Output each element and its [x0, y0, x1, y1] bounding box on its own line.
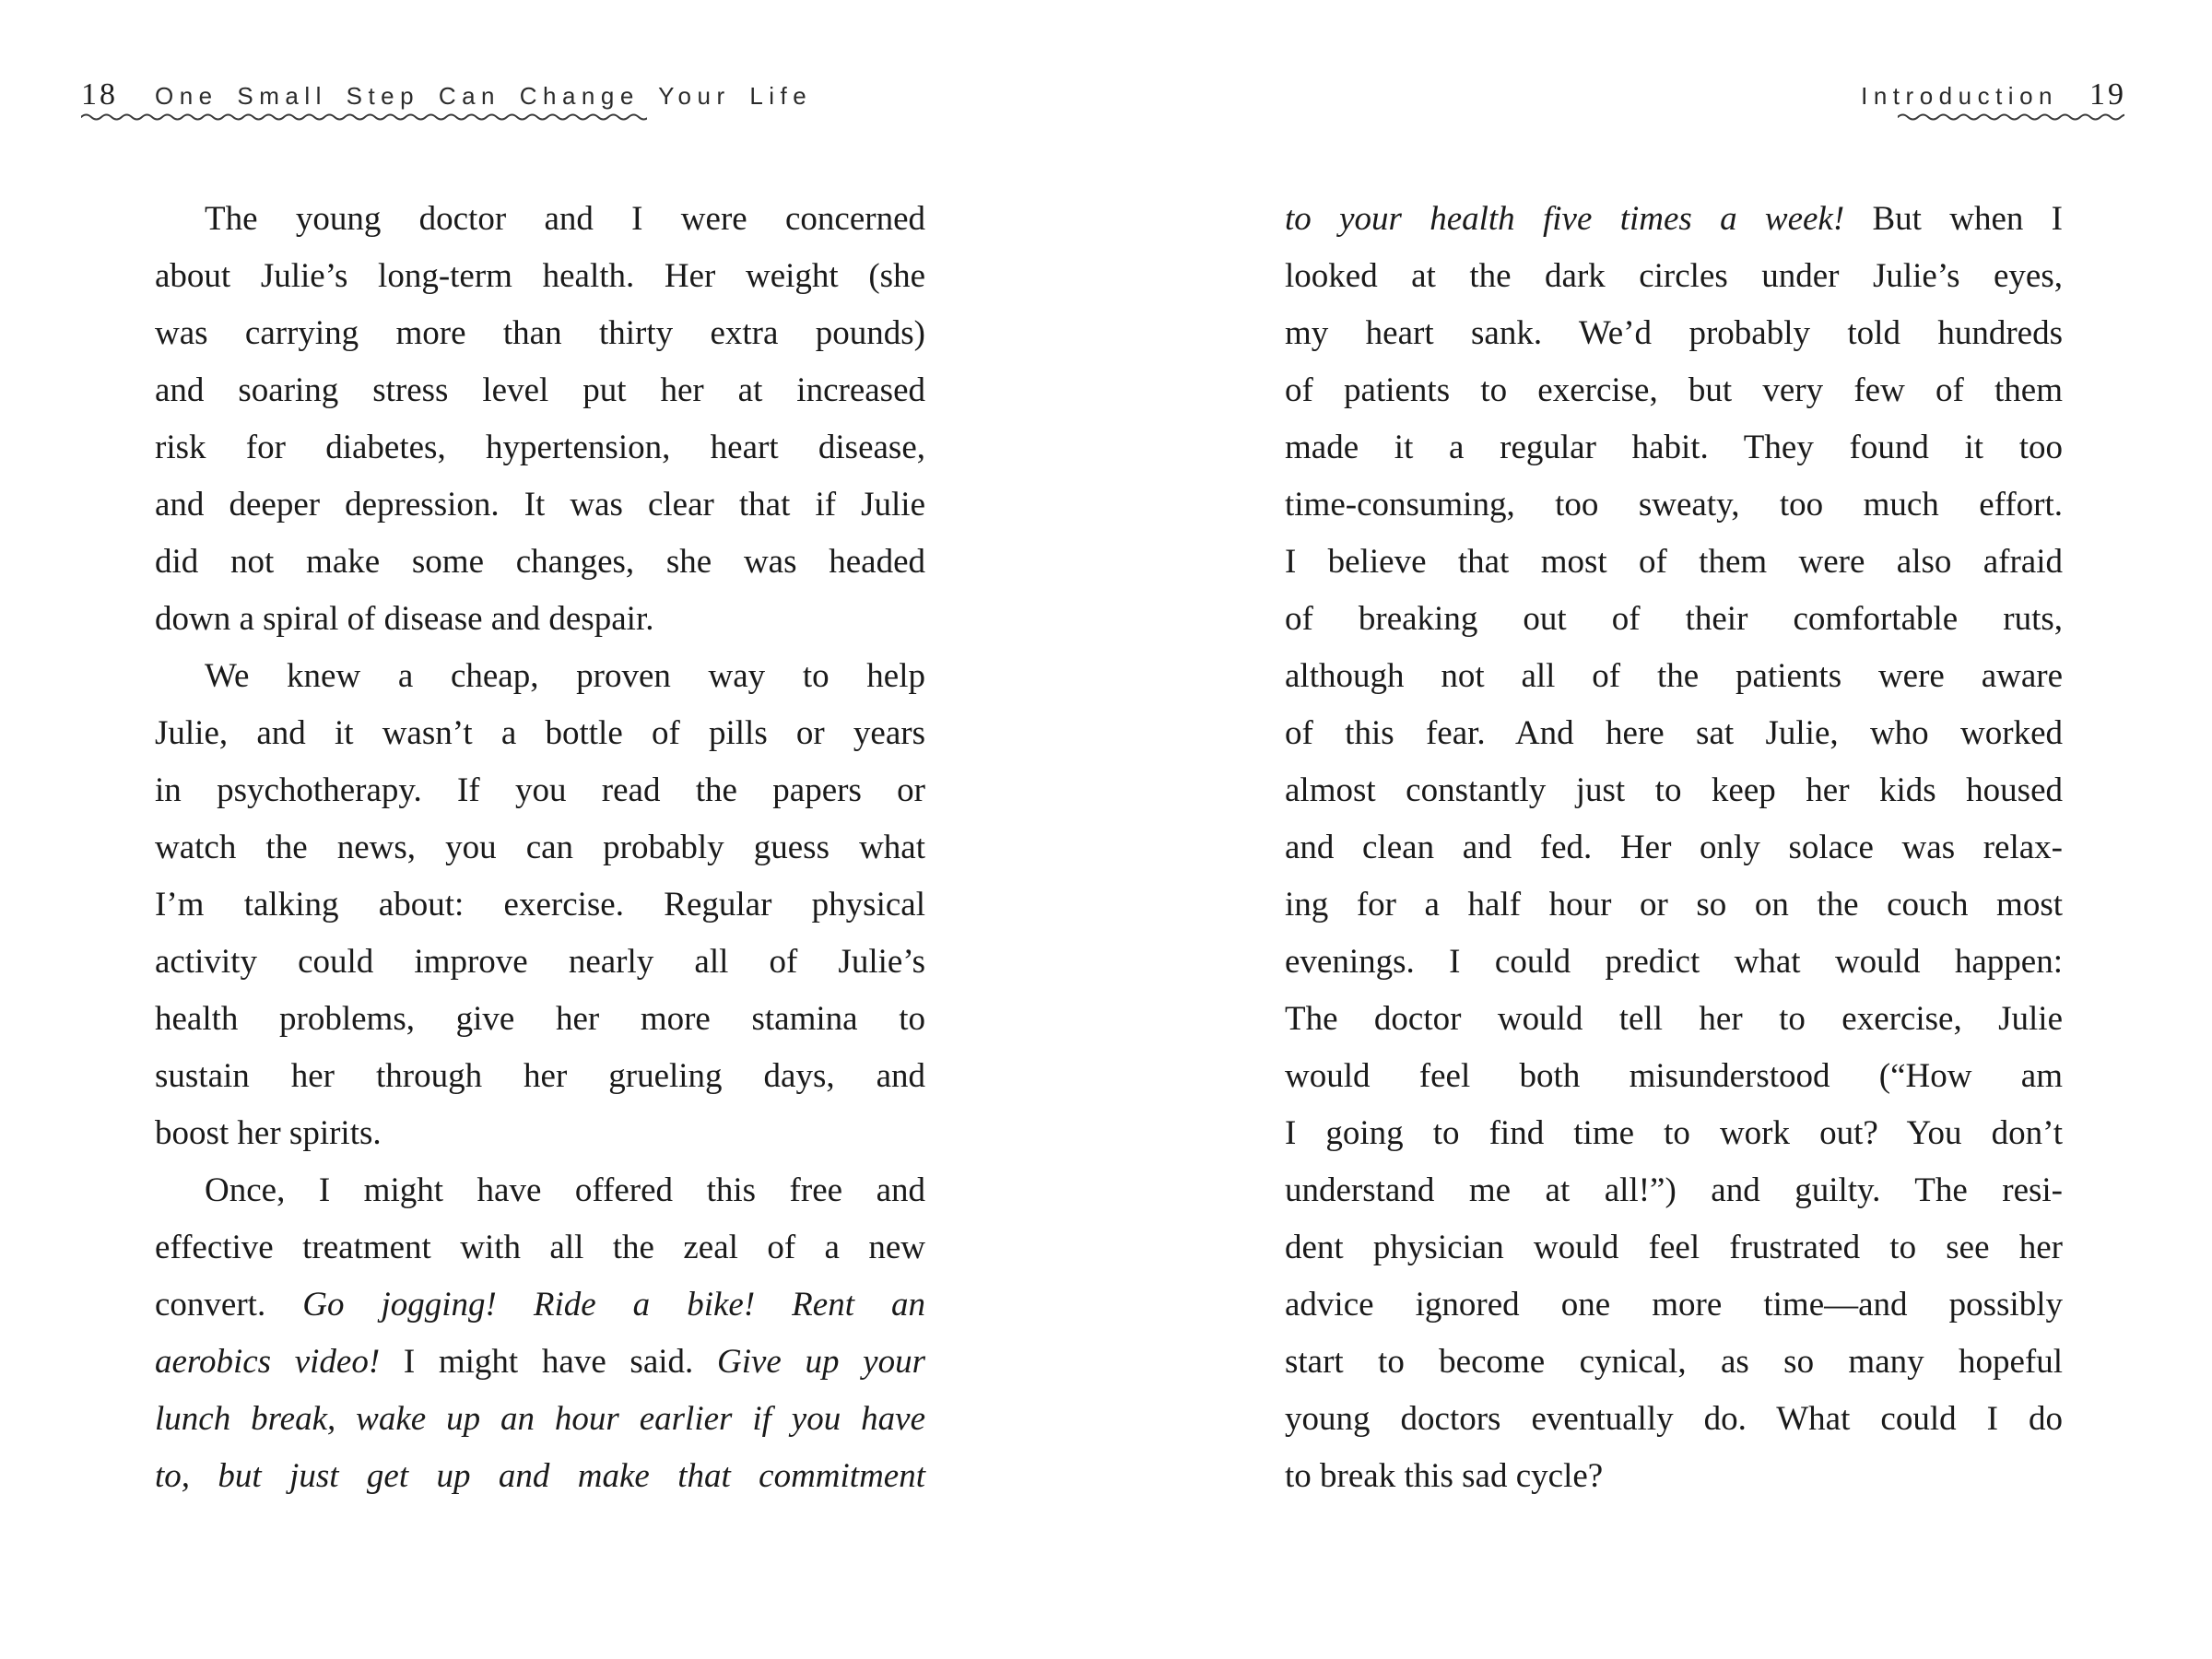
running-title-left: One Small Step Can Change Your Life — [155, 82, 813, 110]
text-line — [155, 1048, 925, 1105]
text-segment: to break this sad cycle? — [1285, 1457, 1604, 1495]
running-header-left — [81, 77, 812, 112]
text-line — [1285, 248, 2063, 305]
text-segment: of breaking out of their comfortable ruts, — [1285, 600, 2063, 638]
text-segment: I believe that most of them were also afraid — [1285, 543, 2063, 581]
text-segment: looked at the dark circles under Julie’s eyes, — [1285, 257, 2063, 295]
text-line — [155, 1162, 925, 1219]
text-segment-italic: to, but just get up and make that commitment — [155, 1457, 925, 1495]
text-segment: I might have said. — [380, 1343, 717, 1381]
text-segment: ing for a half hour or so on the couch most — [1285, 886, 2063, 924]
text-segment: almost constantly just to keep her kids housed — [1285, 771, 2063, 809]
text-segment: made it a regular habit. They found it too — [1285, 429, 2063, 466]
text-line — [1285, 191, 2063, 248]
text-segment: dent physician would feel frustrated to see her — [1285, 1229, 2063, 1266]
text-line — [1285, 1391, 2063, 1448]
text-line — [1285, 1048, 2063, 1105]
text-segment: advice ignored one more time—and possibly — [1285, 1286, 2063, 1324]
text-line — [1285, 705, 2063, 762]
text-segment: young doctors eventually do. What could I do — [1285, 1400, 2063, 1438]
text-segment: sustain her through her grueling days, and — [155, 1057, 925, 1095]
text-line — [1285, 877, 2063, 934]
text-line — [155, 248, 925, 305]
text-segment: down a spiral of disease and despair. — [155, 600, 654, 638]
text-line — [155, 591, 925, 648]
page-number-right: 19 — [2089, 77, 2126, 112]
text-segment: about Julie’s long-term health. Her weight (she — [155, 257, 925, 295]
page-number-left: 18 — [81, 77, 118, 112]
text-line — [1285, 1448, 2063, 1505]
text-segment: Julie, and it wasn’t a bottle of pills or years — [155, 714, 925, 752]
text-line — [1285, 934, 2063, 991]
text-line — [1285, 534, 2063, 591]
text-line — [155, 534, 925, 591]
text-segment: my heart sank. We’d probably told hundreds — [1285, 314, 2063, 352]
text-segment-italic: lunch break, wake up an hour earlier if you have — [155, 1400, 925, 1438]
running-header-right — [1861, 77, 2126, 112]
body-text-right — [1285, 191, 2063, 1505]
text-line — [1285, 419, 2063, 477]
text-line — [1285, 1105, 2063, 1162]
wavy-rule-right — [1898, 112, 2124, 123]
text-line — [155, 191, 925, 248]
text-segment: was carrying more than thirty extra pounds) — [155, 314, 925, 352]
text-segment: and deeper depression. It was clear that if Julie — [155, 486, 925, 524]
text-line — [155, 1219, 925, 1277]
text-line — [1285, 991, 2063, 1048]
text-segment: The doctor would tell her to exercise, Julie — [1285, 1000, 2063, 1038]
text-line — [1285, 1334, 2063, 1391]
text-line — [1285, 477, 2063, 534]
text-segment: I’m talking about: exercise. Regular physical — [155, 886, 925, 924]
text-segment: The young doctor and I were concerned — [205, 200, 925, 238]
running-title-right: Introduction — [1861, 82, 2058, 110]
text-line — [155, 305, 925, 362]
text-line — [1285, 762, 2063, 819]
text-segment: I going to find time to work out? You don’t — [1285, 1114, 2063, 1152]
text-line — [155, 1277, 925, 1334]
text-segment: activity could improve nearly all of Julie’s — [155, 943, 925, 981]
text-line — [1285, 1219, 2063, 1277]
text-line — [155, 419, 925, 477]
text-segment: did not make some changes, she was headed — [155, 543, 925, 581]
text-segment-italic: Give up your — [716, 1343, 926, 1381]
text-segment: boost her spirits. — [155, 1114, 382, 1152]
text-segment: But when I — [1844, 200, 2063, 238]
body-text-left — [155, 191, 925, 1505]
text-line — [155, 362, 925, 419]
text-line — [1285, 362, 2063, 419]
text-line — [1285, 591, 2063, 648]
text-segment: risk for diabetes, hypertension, heart disease, — [155, 429, 925, 466]
text-segment: start to become cynical, as so many hopeful — [1285, 1343, 2063, 1381]
text-line — [155, 934, 925, 991]
text-segment: and soaring stress level put her at increased — [155, 371, 925, 409]
text-segment: watch the news, you can probably guess what — [155, 829, 925, 866]
text-segment-italic: Go jogging! Ride a bike! Rent an — [302, 1286, 925, 1324]
text-line — [155, 762, 925, 819]
text-segment: evenings. I could predict what would happen: — [1285, 943, 2063, 981]
text-line — [155, 1448, 925, 1505]
text-segment: health problems, give her more stamina to — [155, 1000, 925, 1038]
text-line — [155, 477, 925, 534]
text-segment: of patients to exercise, but very few of them — [1285, 371, 2063, 409]
text-segment: of this fear. And here sat Julie, who worked — [1285, 714, 2063, 752]
text-line — [1285, 305, 2063, 362]
text-line — [155, 1105, 925, 1162]
text-line — [1285, 648, 2063, 705]
text-segment-italic: to your health five times a week! — [1285, 200, 1845, 238]
text-line — [155, 991, 925, 1048]
text-line — [155, 648, 925, 705]
text-segment: time-consuming, too sweaty, too much effort. — [1285, 486, 2063, 524]
text-segment: Once, I might have offered this free and — [205, 1171, 925, 1209]
text-segment: effective treatment with all the zeal of a new — [155, 1229, 925, 1266]
text-segment: We knew a cheap, proven way to help — [205, 657, 925, 695]
text-segment: understand me at all!”) and guilty. The resi- — [1285, 1171, 2063, 1209]
text-line — [155, 1391, 925, 1448]
text-line — [155, 877, 925, 934]
text-segment: in psychotherapy. If you read the papers or — [155, 771, 925, 809]
text-segment: convert. — [155, 1286, 303, 1324]
wavy-rule-left — [81, 112, 647, 123]
text-line — [155, 819, 925, 877]
text-line — [155, 705, 925, 762]
text-line — [1285, 1277, 2063, 1334]
text-line — [1285, 819, 2063, 877]
text-segment: and clean and fed. Her only solace was relax- — [1285, 829, 2063, 866]
text-segment: would feel both misunderstood (“How am — [1285, 1057, 2063, 1095]
text-line — [1285, 1162, 2063, 1219]
text-segment: although not all of the patients were aware — [1285, 657, 2063, 695]
text-segment-italic: aerobics video! — [155, 1343, 381, 1381]
text-line — [155, 1334, 925, 1391]
